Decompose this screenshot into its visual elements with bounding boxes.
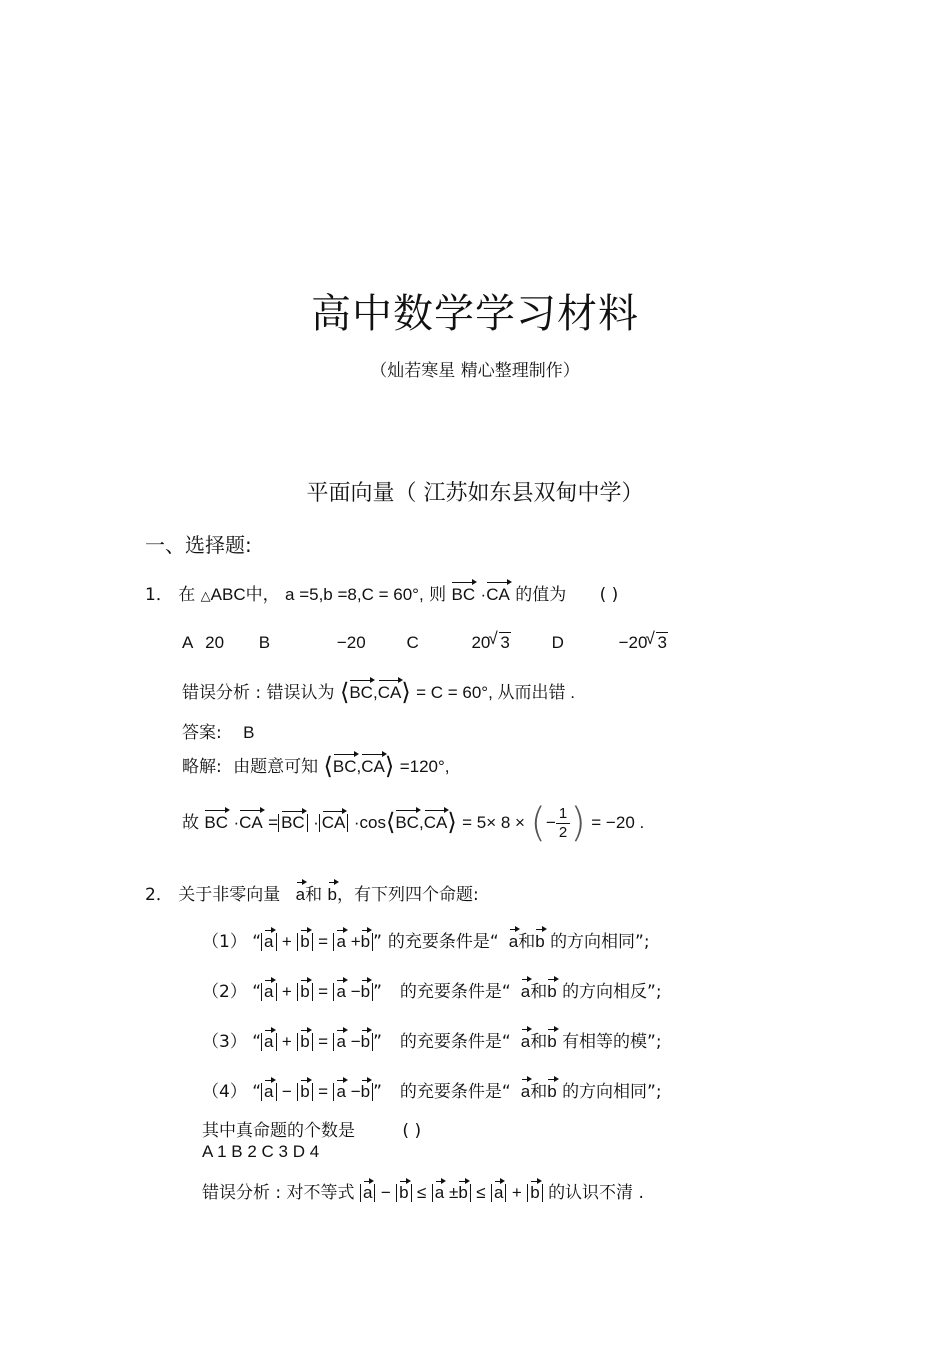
q2-proposition-1: （1） “ a + b = a +b ” 的充要条件是“ a和b 的方向相同”;	[202, 932, 650, 952]
q2-stem: 2． 关于非零向量 a和 b，有下列四个命题:	[145, 885, 479, 905]
q1-calculation: 故 BC ·CA = BC · CA ·cos⟨BC,CA⟩ = 5× 8 × (− $\frac{1}{2}$ ) = −20 .	[182, 800, 645, 846]
section-title: 平面向量（ 江苏如东县双甸中学）	[306, 481, 644, 506]
triangle-icon: △	[200, 588, 211, 603]
q2-error-analysis: 错误分析 : 对不等式 a − b ≤ a ±b ≤ a + b 的认识不清 .	[202, 1183, 644, 1203]
q2-proposition-2: （2） “ a + b = a −b ” 的充要条件是“ a和b 的方向相反”;	[202, 982, 662, 1002]
document-subtitle: （灿若寒星 精心整理制作）	[370, 361, 580, 381]
q2-options: A 1 B 2 C 3 D 4	[202, 1142, 320, 1161]
fraction-one-half: $\frac{1}{2}$	[556, 805, 570, 842]
q1-options: A 20 B −20 C 20√ 3 D −20√ 3	[182, 632, 668, 653]
part-heading: 一、选择题:	[145, 533, 252, 557]
document-title: 高中数学学习材料	[311, 291, 639, 337]
q1-answer: 答案: B	[182, 723, 255, 743]
q1-stem: 1． 在 △ABC中， a =5,b =8,C = 60°, 则 BC ·CA 的值为 ( )	[145, 585, 619, 605]
q2-count-question: 其中真命题的个数是 ( )	[202, 1121, 422, 1141]
q2-proposition-4: （4） “ a − b = a −b ” 的充要条件是“ a和b 的方向相同”;	[202, 1082, 662, 1102]
q1-brief-solution: 略解: 由题意可知 ⟨BC,CA⟩ =120°,	[182, 752, 450, 780]
q2-proposition-3: （3） “ a + b = a −b ” 的充要条件是“ a和b 有相等的模”;	[202, 1032, 662, 1052]
q1-error-analysis: 错误分析 : 错误认为 ⟨BC,CA⟩ = C = 60°, 从而出错 .	[182, 678, 575, 706]
